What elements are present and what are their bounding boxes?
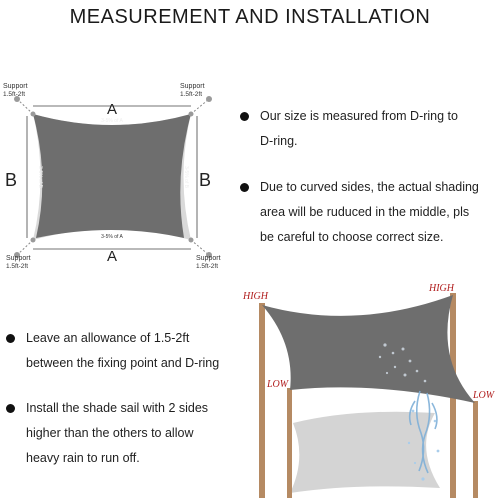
- corner-ring-bl: [31, 238, 36, 243]
- dimension-a-bottom: A: [106, 248, 118, 265]
- support-length-tr: 1.5ft-2ft: [180, 91, 203, 98]
- sail: [262, 295, 475, 403]
- support-length-br: 1.5ft-2ft: [196, 263, 219, 268]
- label-high-right: HIGH: [429, 283, 454, 294]
- note-line: higher than the others to allow: [26, 426, 194, 440]
- note-line: heavy rain to run off.: [26, 451, 140, 465]
- note-line: D-ring.: [260, 134, 298, 148]
- bullet-dot: [240, 112, 249, 121]
- measurement-diagram: [0, 78, 230, 268]
- corner-ring-br: [189, 238, 194, 243]
- note-line: Leave an allowance of 1.5-2ft: [26, 331, 190, 345]
- dimension-b-right: B: [198, 170, 212, 190]
- note-allowance: [6, 326, 256, 376]
- corner-ring-tr: [189, 112, 194, 117]
- note-line: Due to curved sides, the actual shading: [260, 180, 479, 194]
- note-line: Our size is measured from D-ring to: [260, 109, 458, 123]
- dimension-b-left: B: [4, 170, 18, 190]
- post-low-left: [287, 388, 292, 498]
- corner-ring-tl: [31, 112, 36, 117]
- note-install-height: [6, 396, 256, 471]
- post-low-right: [473, 401, 478, 498]
- dimension-a-top: A: [106, 101, 118, 118]
- label-low-right: LOW: [473, 390, 495, 401]
- post-high-left: [259, 303, 265, 498]
- label-high-left: HIGH: [243, 291, 268, 302]
- bullet-dot: [6, 334, 15, 343]
- note-line: between the fixing point and D-ring: [26, 356, 220, 370]
- support-label-tl: Support: [3, 83, 28, 90]
- label-low-left: LOW: [267, 379, 289, 390]
- support-label-tr: Support: [180, 83, 205, 90]
- support-label-br: Support: [196, 255, 221, 262]
- note-line: Install the shade sail with 2 sides: [26, 401, 209, 415]
- support-length-bl: 1.5ft-2ft: [6, 263, 29, 268]
- note-line: be careful to choose correct size.: [260, 230, 444, 244]
- note-curved-sides: [240, 175, 500, 250]
- note-measured-from: [240, 104, 500, 154]
- page-title: MEASUREMENT AND INSTALLATION: [69, 6, 431, 28]
- note-line: area will be ruduced in the middle, pls: [260, 205, 470, 219]
- curve-note-top: 3-5% of A: [101, 118, 123, 124]
- bullet-dot: [6, 404, 15, 413]
- bullet-dot: [240, 183, 249, 192]
- support-length-tl: 1.5ft-2ft: [3, 91, 26, 98]
- support-label-bl: Support: [6, 255, 31, 262]
- installation-illustration: [235, 283, 500, 498]
- curve-note-right: 3-5% of B: [183, 166, 189, 188]
- support-point-tr: [206, 96, 212, 102]
- curve-note-left: 3-5% of B: [37, 166, 43, 188]
- curve-note-bottom: 3-5% of A: [101, 234, 123, 240]
- sail-shape-dark: [33, 114, 191, 238]
